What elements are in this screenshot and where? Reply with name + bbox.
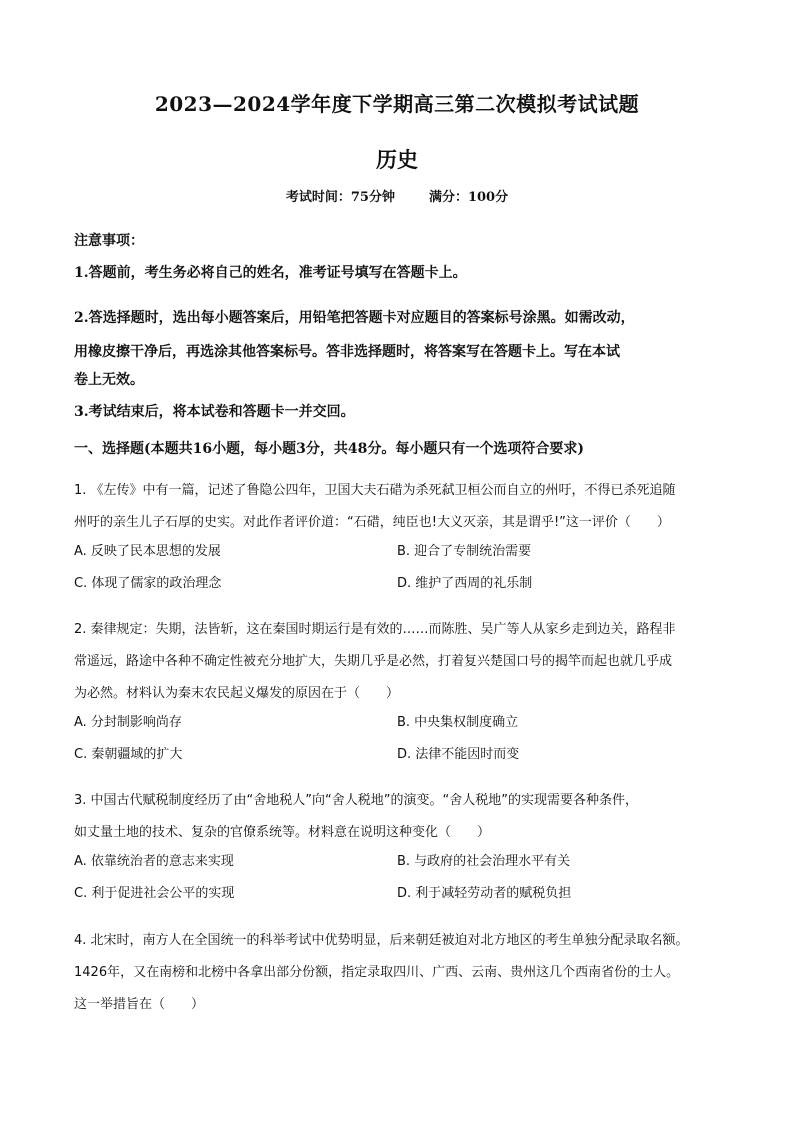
section-heading: 一、选择题(本题共16小题，每小题3分，共48分。每小题只有一个选项符合要求) <box>74 441 584 457</box>
question-3 <box>74 785 730 849</box>
question-line: 如丈量土地的技术、复杂的官僚系统等。材料意在说明这种变化（ ） <box>74 825 491 840</box>
q3-option-c: C. 利于促进社会公平的实现 <box>74 886 235 901</box>
question-line: 为必然。材料认为秦末农民起义爆发的原因在于（ ） <box>74 686 400 701</box>
question-line: 这一举措旨在（ ） <box>74 997 205 1012</box>
question-line: 4. 北宋时，南方人在全国统一的科举考试中优势明显，后来朝廷被迫对北方地区的考生单独分配录取名额。 <box>74 933 689 948</box>
q1-option-c: C. 体现了儒家的政治理念 <box>74 576 222 591</box>
question-line: 2. 秦律规定：失期，法皆斩，这在秦国时期运行是有效的……而陈胜、吴广等人从家乡走到边关，路程非 <box>74 622 676 637</box>
notice-item-3: 3.考试结束后，将本试卷和答题卡一并交回。 <box>74 404 355 420</box>
q3-option-a: A. 依靠统治者的意志来实现 <box>74 854 234 869</box>
exam-title: 2023—2024学年度下学期高三第二次模拟考试试题 <box>154 92 640 116</box>
exam-score: 满分：100分 <box>428 190 509 205</box>
q2-option-c: C. 秦朝疆域的扩大 <box>74 747 183 762</box>
notice-heading: 注意事项： <box>74 233 144 249</box>
question-line: 常遥远，路途中各种不确定性被充分地扩大，失期几乎是必然，打着复兴楚国口号的揭竿而起也就几乎成 <box>74 654 673 669</box>
notice-item-1: 1.答题前，考生务必将自己的姓名，准考证号填写在答题卡上。 <box>74 265 467 281</box>
notice-item-2-line-3: 卷上无效。 <box>74 372 144 388</box>
question-line: 1. 《左传》中有一篇，记述了鲁隐公四年，卫国大夫石碏为杀死弑卫桓公而自立的州吁，不得已杀死追随 <box>74 483 676 498</box>
exam-info <box>0 186 794 205</box>
q2-option-b: B. 中央集权制度确立 <box>397 715 519 730</box>
question-line: 1426年，又在南榜和北榜中各拿出部分份额，指定录取四川、广西、云南、贵州这几个西南省份的士人。 <box>74 965 680 980</box>
notice-item-2-line-1: 2.答选择题时，选出每小题答案后，用铅笔把答题卡对应题目的答案标号涂黑。如需改动， <box>74 310 635 326</box>
notice-item-2-line-2: 用橡皮擦干净后，再选涂其他答案标号。答非选择题时，将答案写在答题卡上。写在本试 <box>74 344 620 360</box>
q3-option-d: D. 利于减轻劳动者的赋税负担 <box>397 886 572 901</box>
question-4 <box>74 925 730 1021</box>
q2-option-a: A. 分封制影响尚存 <box>74 715 182 730</box>
q1-option-b: B. 迎合了专制统治需要 <box>397 544 532 559</box>
question-2 <box>74 614 730 710</box>
q1-option-a: A. 反映了民本思想的发展 <box>74 544 221 559</box>
question-line: 3. 中国古代赋税制度经历了由“舍地税人”向“舍人税地”的演变。“舍人税地”的实现需要各种条件， <box>74 793 638 808</box>
question-line: 州吁的亲生儿子石厚的史实。对此作者评价道：“石碏，纯臣也!大义灭亲，其是谓乎!”这一评价（ ） <box>74 515 670 530</box>
subject-title: 历史 <box>376 147 418 172</box>
q3-option-b: B. 与政府的社会治理水平有关 <box>397 854 571 869</box>
exam-time: 考试时间：75分钟 <box>285 190 395 205</box>
q1-option-d: D. 维护了西周的礼乐制 <box>397 576 533 591</box>
question-1 <box>74 475 730 539</box>
q2-option-d: D. 法律不能因时而变 <box>397 747 520 762</box>
